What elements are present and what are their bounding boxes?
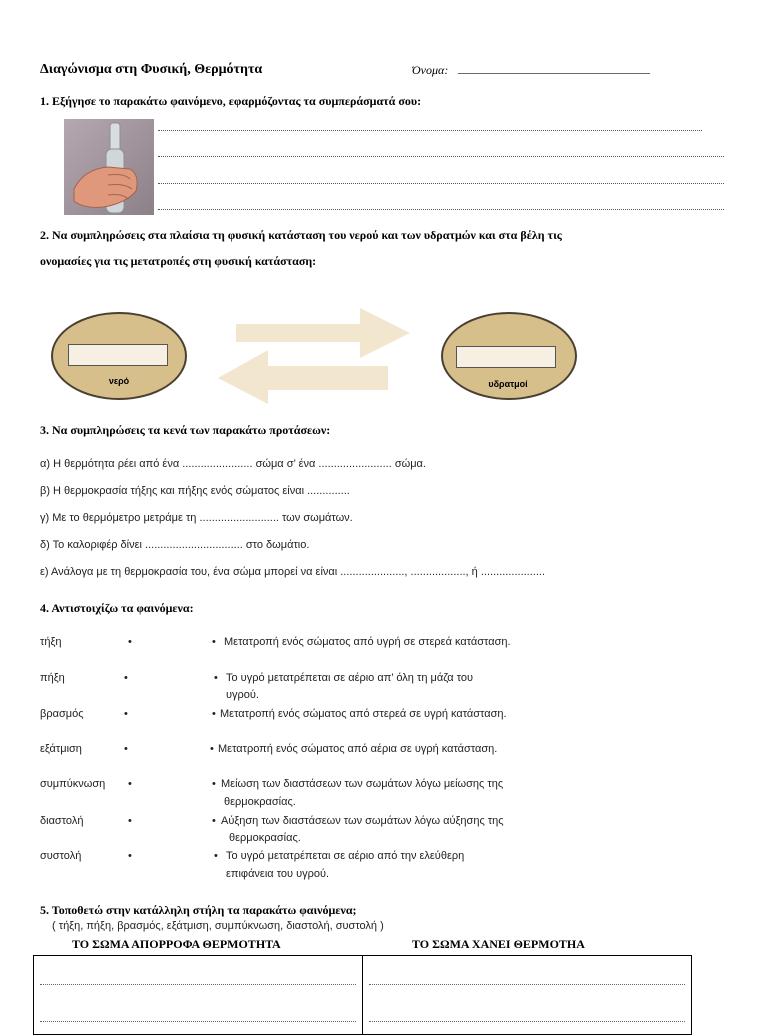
- vapor-label: υδρατμοί: [488, 379, 528, 389]
- def-evaporation-line1: Το υγρό μετατρέπεται σε αέριο από την ελεύθερη: [226, 850, 465, 862]
- def-bullet[interactable]: •: [212, 815, 216, 827]
- loses-line-1[interactable]: [369, 984, 686, 985]
- term-bullet[interactable]: •: [128, 815, 132, 827]
- def-bullet[interactable]: •: [212, 778, 216, 790]
- loses-heat-cell[interactable]: [362, 956, 692, 1035]
- term-freezing: πήξη: [40, 672, 65, 684]
- q5-heading: 5. Τοποθετώ στην κατάλληλη στήλη τα παρακάτω φαινόμενα;: [40, 903, 357, 917]
- q3-item-a: α) Η θερμότητα ρέει από ένα ....................... σώμα σ’ ένα ........................ σώμα.: [40, 458, 426, 470]
- col-header-loses: ΤΟ ΣΩΜΑ ΧΑΝΕΙ ΘΕΡΜΟΤΗΑ: [412, 937, 585, 951]
- name-line: ________________________________: [458, 61, 650, 75]
- def-boiling-line2: υγρού.: [226, 689, 259, 701]
- q4-heading: 4. Αντιστοιχίζω τα φαινόμενα:: [40, 601, 194, 615]
- q1-heading: 1. Εξήγησε το παρακάτω φαινόμενο, εφαρμόζοντας τα συμπεράσματά σου:: [40, 94, 422, 108]
- absorbs-line-1[interactable]: [40, 984, 356, 985]
- term-bullet[interactable]: •: [124, 708, 128, 720]
- def-evaporation-line2: επιφάνεια του υγρού.: [226, 868, 330, 880]
- def-expansion-line1: Αύξηση των διαστάσεων των σωμάτων λόγω αύξησης της: [221, 815, 504, 827]
- q3-item-b: β) Η θερμοκρασία τήξης και πήξης ενός σώματος είναι ..............: [40, 485, 350, 497]
- vapor-state-box[interactable]: [456, 346, 556, 368]
- q3-item-d: δ) Το καλοριφέρ δίνει ................................ στο δωμάτιο.: [40, 539, 310, 551]
- def-bullet[interactable]: •: [212, 708, 216, 720]
- def-bullet[interactable]: •: [214, 672, 218, 684]
- def-solidify: Μετατροπή ενός σώματος από υγρή σε στερεά κατάσταση.: [224, 636, 511, 648]
- term-condensation: συμπύκνωση: [40, 778, 106, 790]
- hand-bottle-photo: [64, 119, 154, 215]
- q5-subheading: ( τήξη, πήξη, βρασμός, εξάτμιση, συμπύκνωση, διαστολή, συστολή ): [52, 920, 384, 932]
- def-bullet[interactable]: •: [210, 743, 214, 755]
- water-label: νερό: [108, 376, 130, 386]
- term-bullet[interactable]: •: [124, 672, 128, 684]
- term-bullet[interactable]: •: [124, 743, 128, 755]
- q3-heading: 3. Να συμπληρώσεις τα κενά των παρακάτω προτάσεων:: [40, 423, 331, 437]
- q2-heading-line2: ονομασίες για τις μετατροπές στη φυσική κατάσταση:: [40, 254, 317, 268]
- answer-line-2[interactable]: [158, 156, 724, 157]
- def-condensation: Μετατροπή ενός σώματος από αέρια σε υγρή κατάσταση.: [218, 743, 498, 755]
- right-arrow: [236, 308, 410, 358]
- loses-line-2[interactable]: [369, 1021, 686, 1022]
- def-contraction-line1: Μείωση των διαστάσεων των σωμάτων λόγω μείωσης της: [221, 778, 504, 790]
- def-melting: Μετατροπή ενός σώματος από στερεά σε υγρή κατάσταση.: [220, 708, 507, 720]
- q3-item-e: ε) Ανάλογα με τη θερμοκρασία του, ένα σώμα μπορεί να είναι ....................., .................., ή .....................: [40, 566, 546, 578]
- answer-line-4[interactable]: [158, 209, 724, 210]
- def-bullet[interactable]: •: [212, 636, 216, 648]
- page-title: Διαγώνισμα στη Φυσική, Θερμότητα: [40, 62, 263, 77]
- term-contraction: συστολή: [40, 850, 82, 862]
- def-boiling-line1: Το υγρό μετατρέπεται σε αέριο απ’ όλη τη μάζα του: [226, 672, 474, 684]
- q2-heading-line1: 2. Να συμπληρώσεις στα πλαίσια τη φυσική κατάσταση του νερού και των υδρατμών και στα βέλη τις: [40, 228, 562, 242]
- term-melting: τήξη: [40, 636, 62, 648]
- def-expansion-line2: θερμοκρασίας.: [229, 832, 301, 844]
- water-state-box[interactable]: [68, 344, 168, 366]
- answer-line-3[interactable]: [158, 183, 724, 184]
- term-bullet[interactable]: •: [128, 850, 132, 862]
- name-label: Όνομα:: [412, 63, 449, 77]
- absorbs-line-2[interactable]: [40, 1021, 356, 1022]
- term-boiling: βρασμός: [40, 708, 84, 720]
- term-bullet[interactable]: •: [128, 778, 132, 790]
- term-bullet[interactable]: •: [128, 636, 132, 648]
- q3-item-c: γ) Με το θερμόμετρο μετράμε τη .......................... των σωμάτων.: [40, 512, 353, 524]
- left-arrow: [218, 350, 388, 404]
- term-evaporation: εξάτμιση: [40, 743, 82, 755]
- def-bullet[interactable]: •: [214, 850, 218, 862]
- answer-line-1[interactable]: [158, 130, 702, 131]
- term-expansion: διαστολή: [40, 815, 84, 827]
- conversion-arrows: [214, 306, 414, 406]
- def-contraction-line2: θερμοκρασίας.: [224, 796, 296, 808]
- heat-columns-table: [33, 955, 692, 1035]
- col-header-absorbs: ΤΟ ΣΩΜΑ ΑΠΟΡΡΟΦΑ ΘΕΡΜΟΤΗΤΑ: [72, 937, 281, 951]
- absorbs-heat-cell[interactable]: [34, 956, 363, 1035]
